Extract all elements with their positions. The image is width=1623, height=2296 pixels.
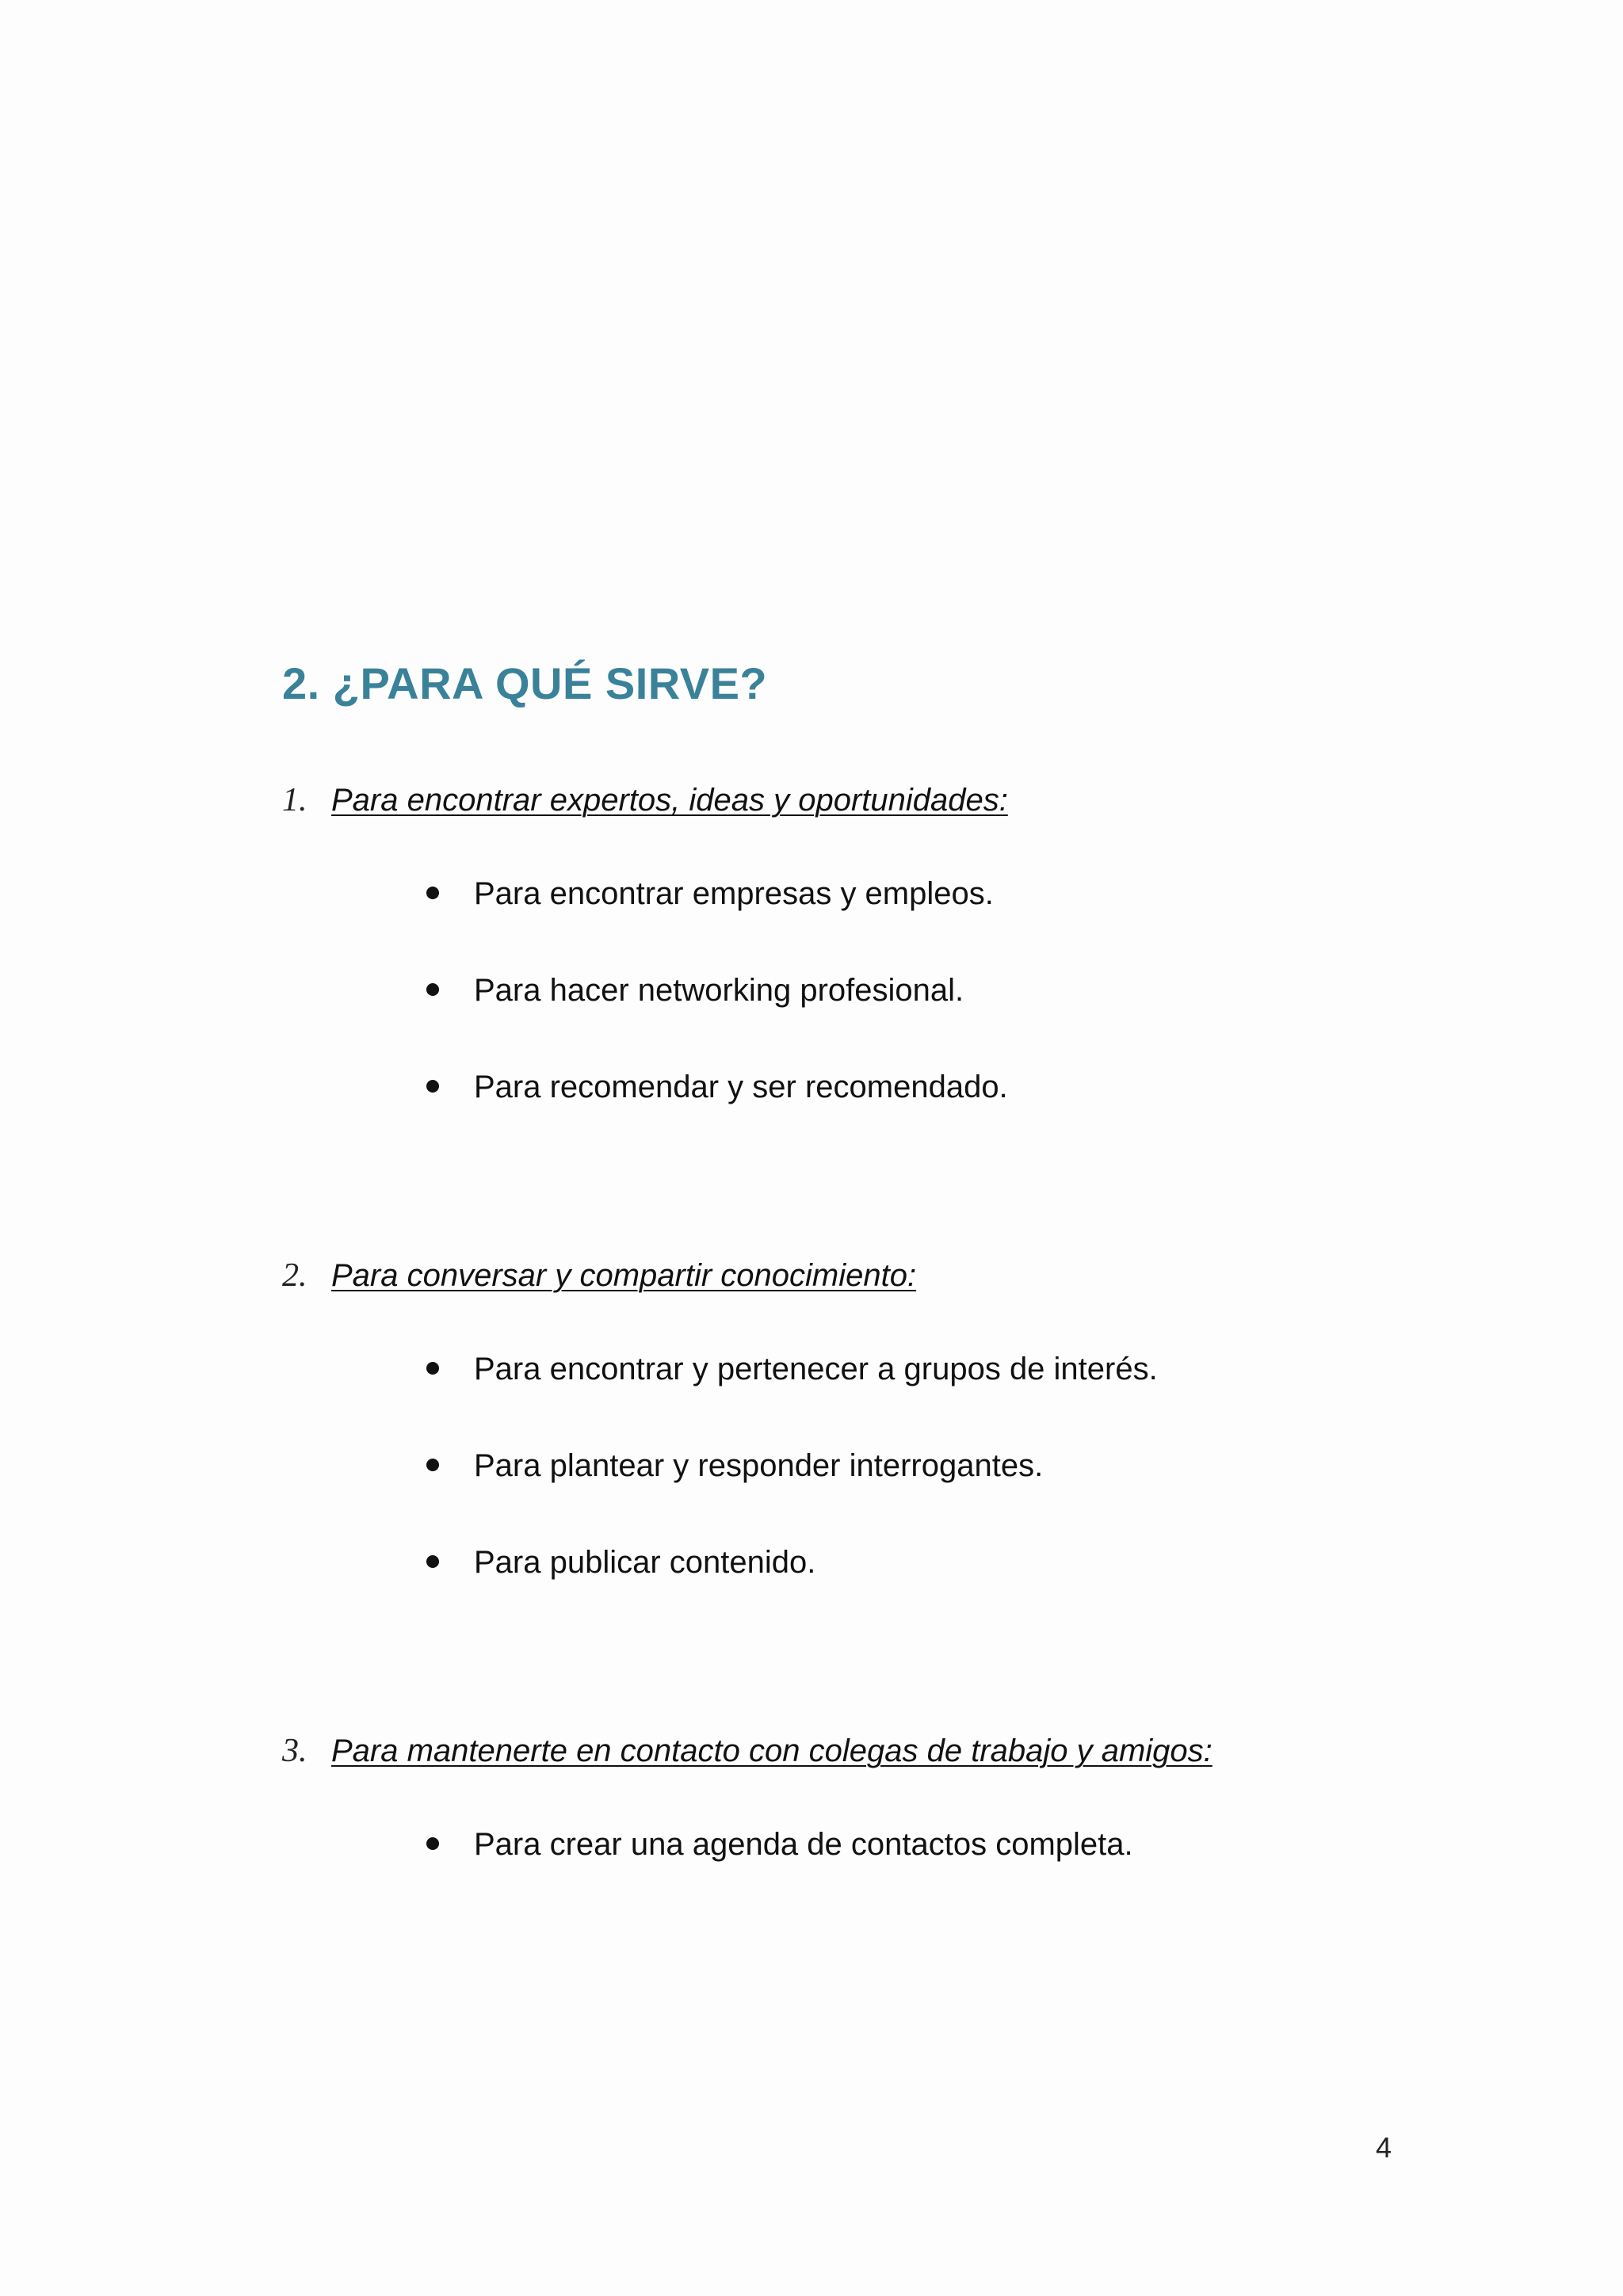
list-item-text: Para plantear y responder interrogantes. [474,1448,1044,1483]
item-title: Para encontrar expertos, ideas y oportunidades: [331,783,1008,818]
list-item-text: Para publicar contenido. [474,1545,816,1580]
bullet-list-1 [422,875,1008,1165]
list-item [422,1447,1158,1485]
list-item-text: Para encontrar empresas y empleos. [474,876,994,911]
page-number: 4 [1376,2131,1392,2164]
list-item-text: Para encontrar y pertenecer a grupos de interés. [474,1352,1158,1386]
item-number: 1. [282,782,307,818]
list-item-text: Para crear una agenda de contactos completa. [474,1827,1133,1862]
item-title: Para conversar y compartir conocimiento: [331,1258,917,1293]
bullet-icon [426,1080,439,1093]
bullet-icon [426,1362,439,1375]
list-item-text: Para hacer networking profesional. [474,973,964,1008]
list-item [422,1350,1158,1388]
numbered-item-3 [282,1732,1212,1770]
bullet-icon [426,983,439,996]
bullet-icon [426,887,439,899]
list-item [422,875,1008,913]
item-title: Para mantenerte en contacto con colegas de trabajo y amigos: [331,1733,1212,1768]
item-number: 2. [282,1257,307,1294]
bullet-icon [426,1459,439,1471]
numbered-item-1 [282,781,1008,819]
bullet-list-2 [422,1350,1158,1640]
list-item-text: Para recomendar y ser recomendado. [474,1070,1008,1104]
numbered-item-2 [282,1257,916,1295]
list-item [422,1068,1008,1106]
bullet-list-3 [422,1825,1133,1922]
list-item [422,1825,1133,1863]
list-item [422,971,1008,1009]
bullet-icon [426,1837,439,1850]
bullet-icon [426,1555,439,1568]
list-item [422,1543,1158,1581]
item-number: 3. [282,1733,307,1769]
section-heading: 2. ¿PARA QUÉ SIRVE? [282,658,768,708]
